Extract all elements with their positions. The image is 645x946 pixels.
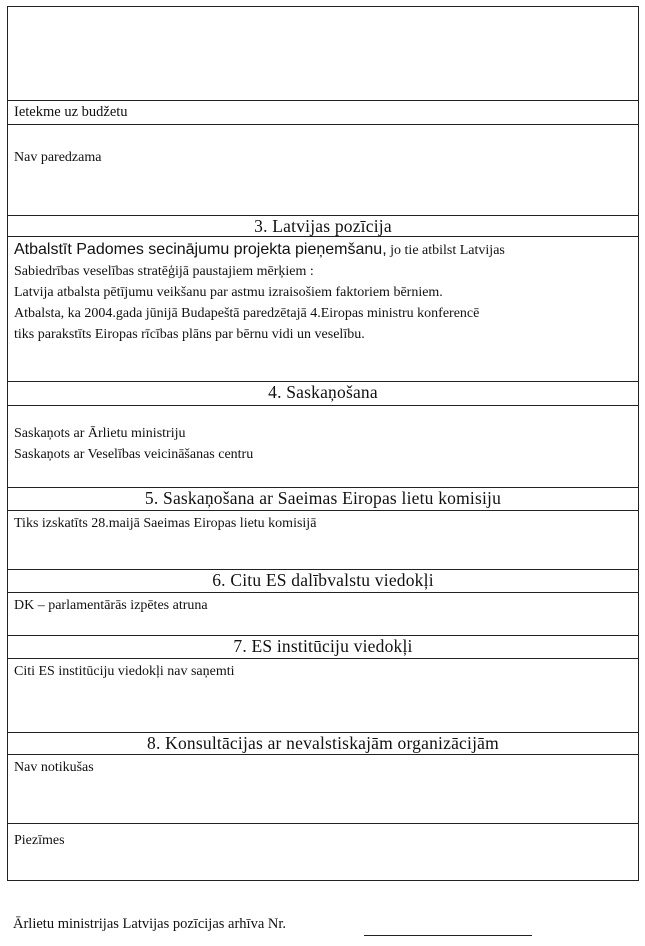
section-7-title: 7. ES institūciju viedokļi [7,636,639,659]
section-3-body [7,237,639,382]
notes-label: Piezīmes [14,833,65,848]
archive-number-label: Ārlietu ministrijas Latvijas pozīcijas arhīva Nr. [13,916,287,932]
section-8-text: Nav notikušas [14,760,94,775]
section-3-line-1: Atbalstīt Padomes secinājumu projekta pieņemšanu, jo tie atbilst Latvijas [14,241,505,258]
section-3-line-3: Latvija atbalsta pētījumu veikšanu par astmu izraisošiem faktoriem bērniem. [14,285,443,300]
section-3-line-5: tiks parakstīts Eiropas rīcības plāns par bērnu vidi un veselību. [14,327,365,342]
section-5-text: Tiks izskatīts 28.maijā Saeimas Eiropas lietu komisijā [14,516,317,531]
section-5-title: 5. Saskaņošana ar Saeimas Eiropas lietu komisiju [7,488,639,511]
section-4-body [7,406,639,488]
section-6-text: DK – parlamentārās izpētes atruna [14,598,208,613]
section-3-title: 3. Latvijas pozīcija [7,216,639,237]
section-7-body [7,659,639,733]
budget-value-row [7,125,639,216]
section-3-line-4: Atbalsta, ka 2004.gada jūnijā Budapeštā paredzētajā 4.Eiropas ministru konferencē [14,306,480,321]
section-5-body [7,511,639,570]
section-6-body [7,593,639,636]
section-6-title: 6. Citu ES dalībvalstu viedokļi [7,570,639,593]
archive-number-field[interactable] [364,935,532,936]
budget-value: Nav paredzama [14,150,102,165]
section-8-body [7,755,639,824]
section-8-title: 8. Konsultācijas ar nevalstiskajām organizācijām [7,733,639,755]
top-empty-cell [7,6,639,101]
section-4-line-1: Saskaņots ar Ārlietu ministriju [14,426,186,441]
section-7-text: Citi ES institūciju viedokļi nav saņemti [14,664,235,679]
section-3-line-2: Sabiedrības veselības stratēģijā paustajiem mērķiem : [14,264,314,279]
section-4-line-2: Saskaņots ar Veselības veicināšanas centru [14,447,254,462]
position-form [7,6,639,881]
budget-label-row [7,101,639,125]
section-4-title: 4. Saskaņošana [7,382,639,406]
notes-row [7,824,639,881]
budget-label: Ietekme uz budžetu [14,104,128,120]
